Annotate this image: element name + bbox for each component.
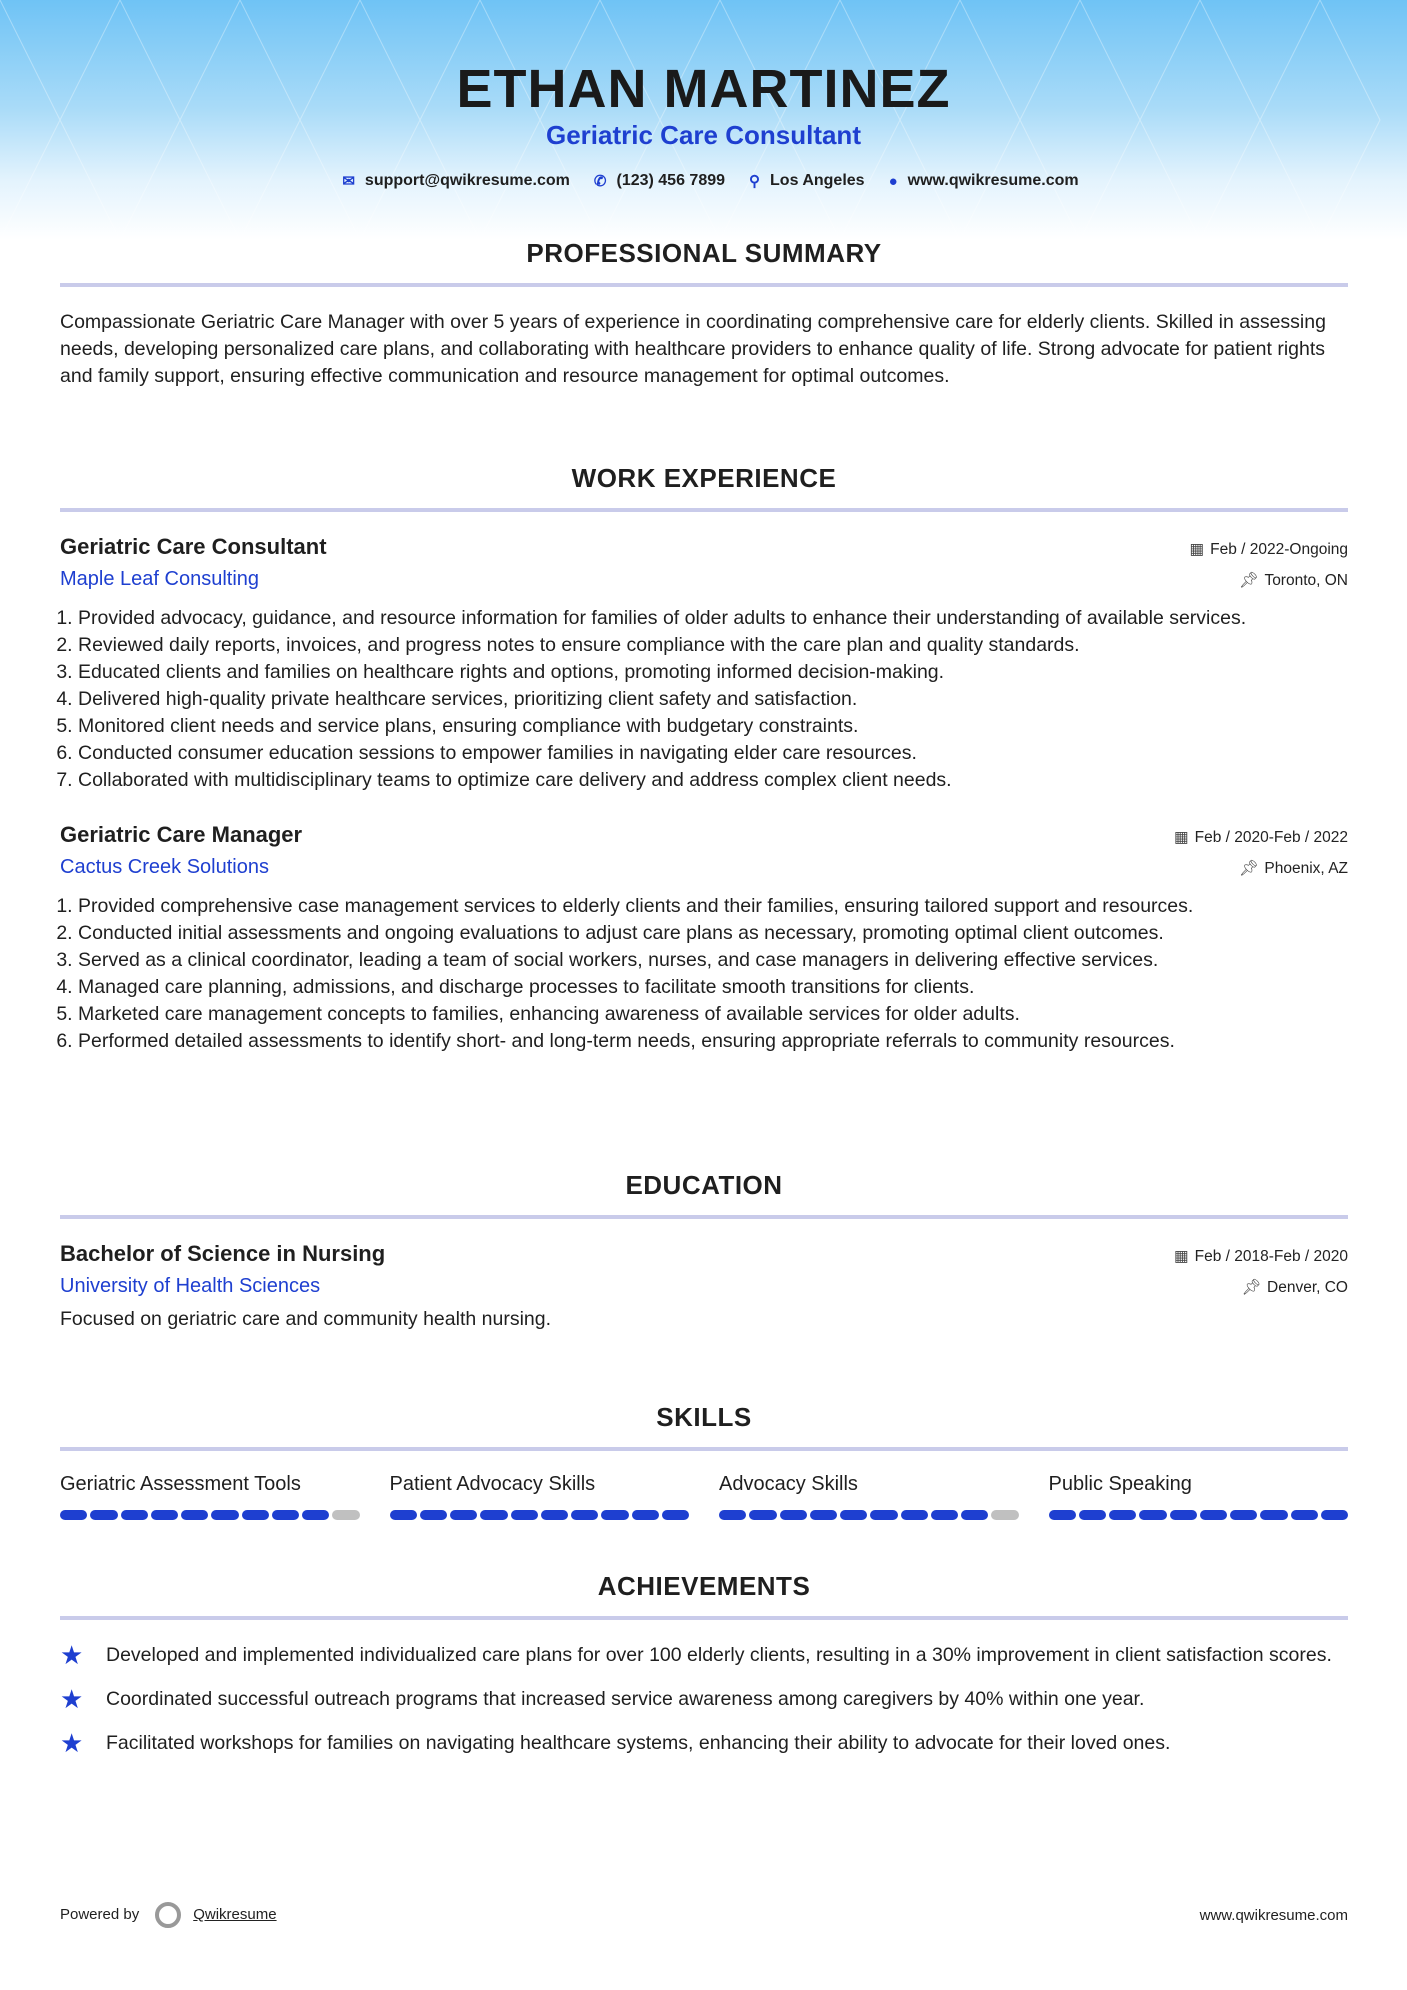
- location-pin-icon: ⚲: [749, 173, 761, 190]
- skill-level-segment: [810, 1510, 837, 1520]
- globe-icon: ●: [888, 172, 898, 190]
- bullet: 2. Reviewed daily reports, invoices, and progress notes to ensure compliance with the care plan and quality standards.: [78, 632, 1348, 659]
- company-name[interactable]: Maple Leaf Consulting: [60, 568, 260, 590]
- website-link[interactable]: www.qwikresume.com: [907, 172, 1079, 189]
- bullet: 3. Educated clients and families on healthcare rights and options, promoting informed decision-making.: [78, 659, 1348, 686]
- skill-level-segment: [1260, 1510, 1287, 1520]
- skill-level-segment: [632, 1510, 659, 1520]
- skill-level-segment: [571, 1510, 598, 1520]
- skill-level-segment: [780, 1510, 807, 1520]
- skill-level-segment: [390, 1510, 417, 1520]
- skill-name: Public Speaking: [1048, 1473, 1192, 1495]
- skill-level-segment: [1079, 1510, 1106, 1520]
- job-location: Phoenix, AZ: [1264, 860, 1348, 877]
- skill-level-segment: [1139, 1510, 1166, 1520]
- bullet: 1. Provided comprehensive case management services to elderly clients and their families, ensuring tailored support and resources.: [78, 893, 1348, 920]
- section-heading: SKILLS: [60, 1402, 1348, 1451]
- skill-level-segment: [480, 1510, 507, 1520]
- school-name[interactable]: University of Health Sciences: [60, 1275, 321, 1297]
- qwikresume-logo-icon: [155, 1902, 181, 1928]
- job-role: Geriatric Care Manager: [60, 822, 303, 847]
- skill-level-segment: [991, 1510, 1018, 1520]
- pin-icon: 📌︎: [1241, 1279, 1262, 1296]
- skill-level-segment: [1291, 1510, 1318, 1520]
- email-icon: ✉: [342, 173, 355, 190]
- skill-name: Advocacy Skills: [719, 1473, 858, 1495]
- calendar-icon: ▦: [1173, 829, 1189, 846]
- skill-level-segment: [931, 1510, 958, 1520]
- education-location: Denver, CO: [1267, 1279, 1348, 1296]
- skill-level-segment: [332, 1510, 359, 1520]
- powered-by-label: Powered by: [60, 1905, 140, 1923]
- skill-level-bar: [1049, 1510, 1349, 1520]
- skill-level-segment: [450, 1510, 477, 1520]
- bullet: 7. Collaborated with multidisciplinary teams to optimize care delivery and address complex client needs.: [78, 767, 1348, 794]
- section-heading: WORK EXPERIENCE: [60, 463, 1348, 512]
- education-section: [60, 1170, 1348, 1333]
- bullet: 1. Provided advocacy, guidance, and resource information for families of older adults to enhance their understanding of available services.: [78, 605, 1348, 632]
- bullet: 4. Managed care planning, admissions, and discharge processes to facilitate smooth transitions for clients.: [78, 974, 1348, 1001]
- skill-level-bar: [719, 1510, 1019, 1520]
- job-title: Geriatric Care Consultant: [546, 120, 861, 150]
- education-dates: Feb / 2018-Feb / 2020: [1194, 1248, 1348, 1265]
- star-icon: ★: [60, 1640, 84, 1670]
- skill-level-segment: [90, 1510, 117, 1520]
- skill-level-segment: [749, 1510, 776, 1520]
- candidate-name: ETHAN MARTINEZ: [456, 59, 951, 119]
- skill-level-segment: [870, 1510, 897, 1520]
- job-entry: [60, 534, 1348, 794]
- skill-name: Geriatric Assessment Tools: [60, 1473, 301, 1495]
- bullet: 6. Performed detailed assessments to identify short- and long-term needs, ensuring appropriate referrals to community resources.: [78, 1028, 1348, 1055]
- skill-level-segment: [1049, 1510, 1076, 1520]
- degree: Bachelor of Science in Nursing: [60, 1241, 386, 1266]
- company-name[interactable]: Cactus Creek Solutions: [60, 856, 269, 878]
- skill-item: [60, 1473, 360, 1520]
- phone: (123) 456 7899: [616, 172, 726, 189]
- contact-row: [0, 172, 1407, 190]
- achievement-item: [60, 1730, 1348, 1757]
- skill-level-segment: [1109, 1510, 1136, 1520]
- skill-level-segment: [662, 1510, 689, 1520]
- education-description: Focused on geriatric care and community health nursing.: [60, 1308, 552, 1330]
- skill-level-segment: [1170, 1510, 1197, 1520]
- skill-level-segment: [511, 1510, 538, 1520]
- star-icon: ★: [60, 1728, 84, 1758]
- skill-level-segment: [961, 1510, 988, 1520]
- footer-website[interactable]: www.qwikresume.com: [1199, 1906, 1348, 1924]
- bullet: 2. Conducted initial assessments and ongoing evaluations to adjust care plans as necessary, promoting optimal client outcomes.: [78, 920, 1348, 947]
- skills-grid: [60, 1473, 1348, 1520]
- job-dates: Feb / 2020-Feb / 2022: [1194, 829, 1348, 846]
- skill-item: [719, 1473, 1019, 1520]
- summary-section: [60, 238, 1348, 390]
- skill-level-segment: [1200, 1510, 1227, 1520]
- achievement-text: Coordinated successful outreach programs that increased service awareness among caregivers by 40% within one year.: [106, 1688, 1145, 1710]
- header-banner: [0, 0, 1407, 240]
- skill-level-segment: [901, 1510, 928, 1520]
- skill-level-bar: [60, 1510, 360, 1520]
- skill-item: [1049, 1473, 1349, 1520]
- job-dates: Feb / 2022-Ongoing: [1210, 541, 1348, 558]
- bullet: 3. Served as a clinical coordinator, leading a team of social workers, nurses, and case managers in delivering effective services.: [78, 947, 1348, 974]
- job-bullets: [60, 605, 1348, 794]
- skill-level-segment: [181, 1510, 208, 1520]
- skill-level-segment: [272, 1510, 299, 1520]
- section-heading: EDUCATION: [60, 1170, 1348, 1219]
- job-location: Toronto, ON: [1264, 572, 1348, 589]
- star-icon: ★: [60, 1684, 84, 1714]
- pin-icon: 📌︎: [1238, 572, 1259, 589]
- skill-level-segment: [541, 1510, 568, 1520]
- skill-level-segment: [420, 1510, 447, 1520]
- skill-level-segment: [719, 1510, 746, 1520]
- calendar-icon: ▦: [1173, 1248, 1189, 1265]
- achievement-item: [60, 1642, 1348, 1669]
- location: Los Angeles: [770, 172, 865, 189]
- skill-item: [390, 1473, 690, 1520]
- skill-level-segment: [242, 1510, 269, 1520]
- skill-level-segment: [211, 1510, 238, 1520]
- experience-section: [60, 463, 1348, 1055]
- bullet: 5. Monitored client needs and service plans, ensuring compliance with budgetary constraints.: [78, 713, 1348, 740]
- skill-level-segment: [1230, 1510, 1257, 1520]
- skill-level-segment: [60, 1510, 87, 1520]
- skill-level-segment: [151, 1510, 178, 1520]
- section-heading: ACHIEVEMENTS: [60, 1571, 1348, 1620]
- skill-level-segment: [121, 1510, 148, 1520]
- job-bullets: [60, 893, 1348, 1055]
- achievement-item: [60, 1686, 1348, 1713]
- skill-level-segment: [1321, 1510, 1348, 1520]
- job-entry: [60, 822, 1348, 1055]
- bullet: 4. Delivered high-quality private healthcare services, prioritizing client safety and satisfaction.: [78, 686, 1348, 713]
- summary-text: Compassionate Geriatric Care Manager with over 5 years of experience in coordinating comprehensive care for elderly clients. Skilled in assessing needs, developing personalized care plans, and collaborating with healthcare providers to enhance quality of life. Strong advocate for patient rights and family support, ensuring effective communication and resource management for optimal outcomes.: [60, 311, 1326, 387]
- skills-section: [60, 1402, 1348, 1520]
- skill-level-bar: [390, 1510, 690, 1520]
- phone-icon: ✆: [593, 173, 607, 190]
- pin-icon: 📌︎: [1238, 860, 1259, 877]
- achievements-section: [60, 1571, 1348, 1774]
- skill-level-segment: [601, 1510, 628, 1520]
- calendar-icon: ▦: [1189, 541, 1205, 558]
- achievement-text: Developed and implemented individualized care plans for over 100 elderly clients, resulting in a 30% improvement in client satisfaction scores.: [106, 1644, 1332, 1666]
- footer: [60, 1902, 1348, 1928]
- section-heading: PROFESSIONAL SUMMARY: [60, 238, 1348, 287]
- bullet: 5. Marketed care management concepts to families, enhancing awareness of available services for older adults.: [78, 1001, 1348, 1028]
- bullet: 6. Conducted consumer education sessions to empower families in navigating elder care resources.: [78, 740, 1348, 767]
- job-role: Geriatric Care Consultant: [60, 534, 327, 559]
- qwikresume-link[interactable]: Qwikresume: [193, 1905, 277, 1923]
- skill-level-segment: [840, 1510, 867, 1520]
- email-link[interactable]: support@qwikresume.com: [364, 172, 570, 189]
- skill-level-segment: [302, 1510, 329, 1520]
- achievement-text: Facilitated workshops for families on navigating healthcare systems, enhancing their ability to advocate for their loved ones.: [106, 1732, 1171, 1754]
- skill-name: Patient Advocacy Skills: [389, 1473, 596, 1495]
